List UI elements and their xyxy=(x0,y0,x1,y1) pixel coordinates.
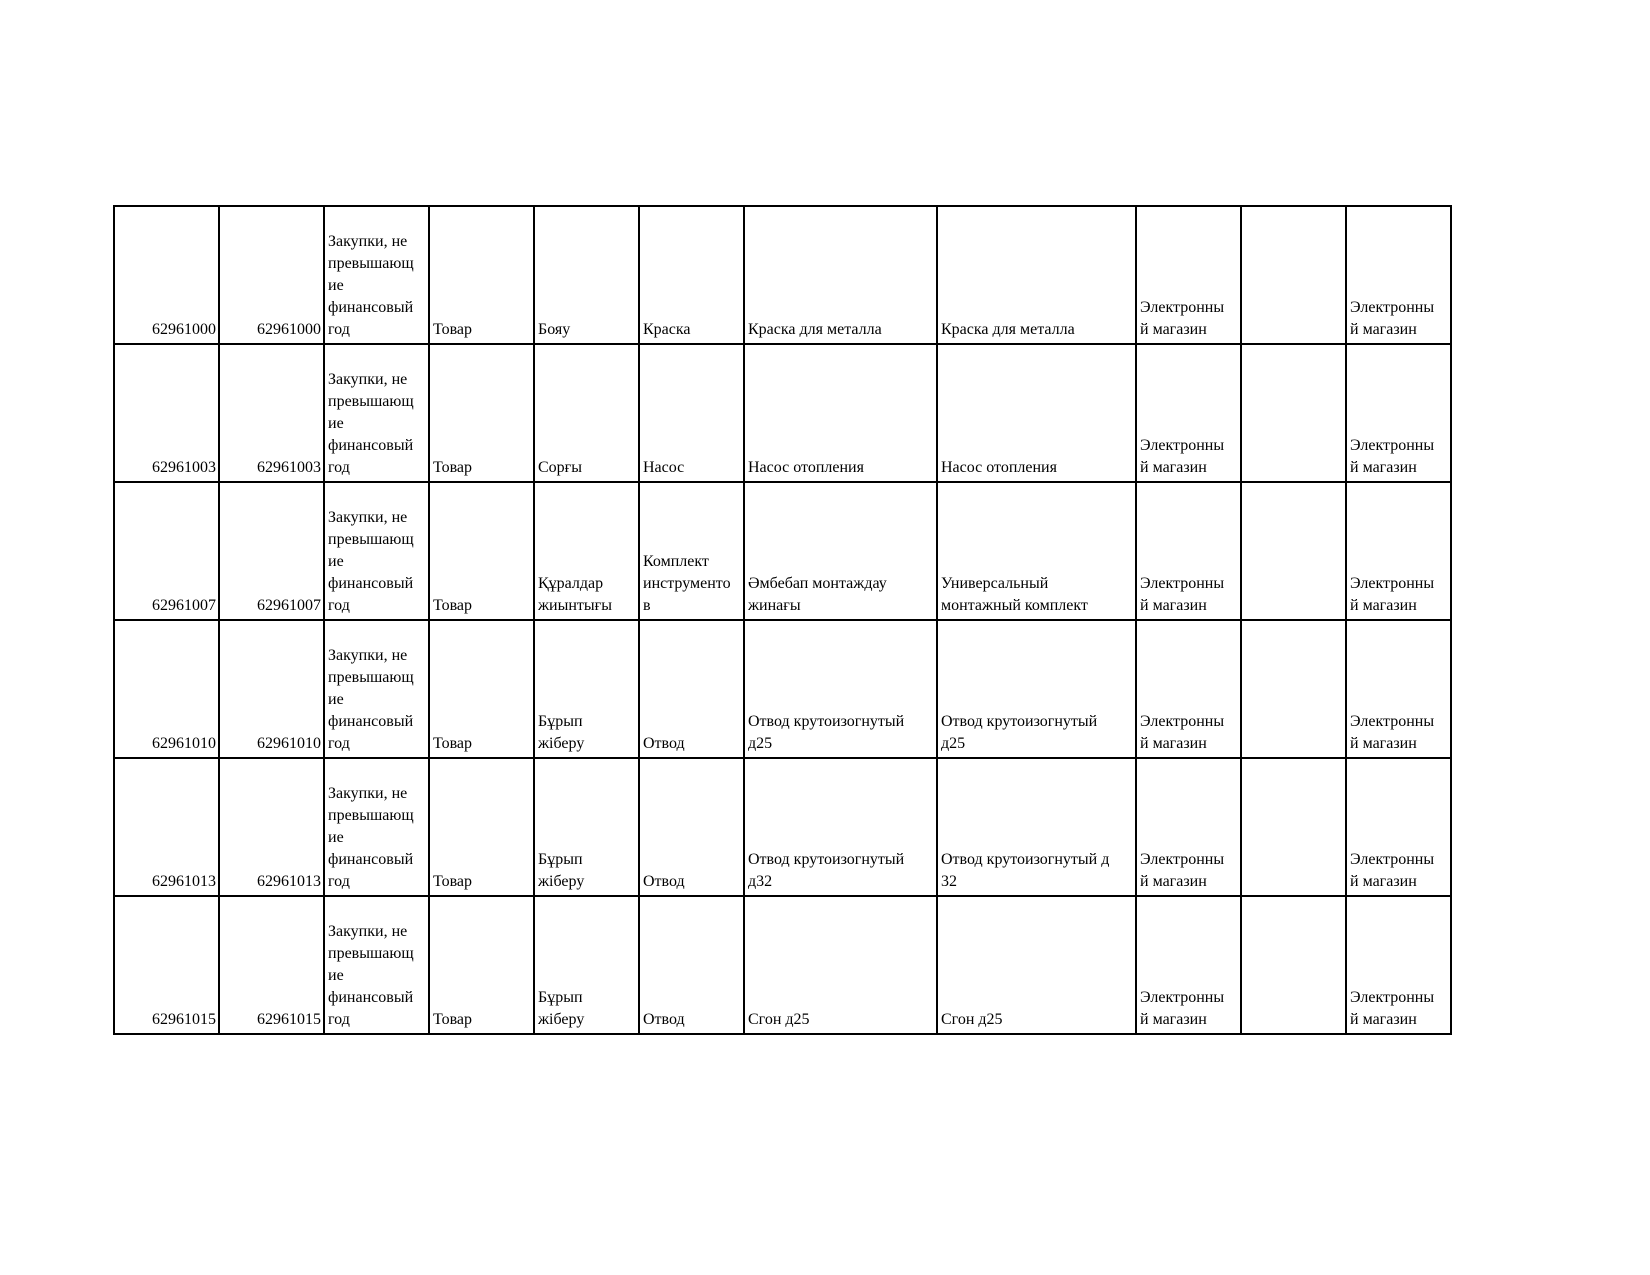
cell-method-text: Электронны й магазин xyxy=(1140,851,1225,890)
cell-procurement-type xyxy=(324,758,429,896)
cell-procurement-type xyxy=(324,620,429,758)
cell-name-ru-text: Комплект инструменто в xyxy=(643,553,731,614)
cell-description-kz xyxy=(744,344,937,482)
cell-description-kz-text: Отвод крутоизогнутый д32 xyxy=(748,851,905,890)
cell-description-kz-text: Насос отопления xyxy=(748,459,864,476)
cell-name-ru xyxy=(639,896,744,1034)
cell-name-kz-text: Сорғы xyxy=(538,459,582,476)
cell-description-kz xyxy=(744,758,937,896)
cell-procurement-type xyxy=(324,206,429,344)
cell-plan-id xyxy=(219,344,324,482)
cell-method-text: Электронны й магазин xyxy=(1140,575,1225,614)
cell-method-2-text: Электронны й магазин xyxy=(1350,713,1435,752)
cell-subject-text: Товар xyxy=(433,321,473,338)
table-row xyxy=(114,344,1451,482)
cell-subject xyxy=(429,620,534,758)
cell-method xyxy=(1136,758,1241,896)
cell-method-2-text: Электронны й магазин xyxy=(1350,851,1435,890)
cell-name-kz-text: Бұрып жіберу xyxy=(538,713,585,752)
cell-name-ru-text: Насос xyxy=(643,459,685,476)
cell-subject-text: Товар xyxy=(433,1011,473,1028)
cell-description-ru-text: Отвод крутоизогнутый д 32 xyxy=(941,851,1110,890)
table-row xyxy=(114,896,1451,1034)
cell-name-ru xyxy=(639,620,744,758)
cell-name-kz xyxy=(534,344,639,482)
cell-plan-id-text: 62961015 xyxy=(257,1011,321,1028)
cell-procurement-type xyxy=(324,344,429,482)
cell-name-kz-text: Құралдар жиынтығы xyxy=(538,575,612,614)
cell-plan-id xyxy=(219,896,324,1034)
cell-name-ru xyxy=(639,344,744,482)
cell-name-kz xyxy=(534,896,639,1034)
cell-description-ru xyxy=(937,620,1136,758)
cell-plan-id-text: 62961013 xyxy=(257,873,321,890)
cell-description-kz-text: Отвод крутоизогнутый д25 xyxy=(748,713,905,752)
cell-subject-text: Товар xyxy=(433,735,473,752)
cell-id xyxy=(114,896,219,1034)
cell-method-text: Электронны й магазин xyxy=(1140,437,1225,476)
cell-procurement-type xyxy=(324,482,429,620)
cell-empty xyxy=(1241,482,1346,620)
cell-plan-id-text: 62961000 xyxy=(257,321,321,338)
cell-description-ru-text: Сгон д25 xyxy=(941,1011,1003,1028)
cell-name-ru xyxy=(639,482,744,620)
cell-description-ru-text: Универсальный монтажный комплект xyxy=(941,575,1088,614)
procurement-table xyxy=(113,205,1452,1035)
cell-name-ru xyxy=(639,206,744,344)
cell-id-text: 62961015 xyxy=(152,1011,216,1028)
cell-procurement-type-text: Закупки, не превышающ ие финансовый год xyxy=(328,371,414,476)
cell-description-ru xyxy=(937,344,1136,482)
cell-plan-id xyxy=(219,620,324,758)
cell-empty xyxy=(1241,206,1346,344)
cell-method xyxy=(1136,344,1241,482)
cell-procurement-type-text: Закупки, не превышающ ие финансовый год xyxy=(328,923,414,1028)
cell-name-kz xyxy=(534,620,639,758)
cell-description-ru xyxy=(937,758,1136,896)
cell-method xyxy=(1136,896,1241,1034)
cell-description-kz-text: Сгон д25 xyxy=(748,1011,810,1028)
table-row xyxy=(114,620,1451,758)
cell-description-ru-text: Краска для металла xyxy=(941,321,1075,338)
cell-name-ru-text: Отвод xyxy=(643,735,685,752)
cell-name-kz-text: Бұрып жіберу xyxy=(538,989,585,1028)
cell-plan-id-text: 62961010 xyxy=(257,735,321,752)
cell-procurement-type-text: Закупки, не превышающ ие финансовый год xyxy=(328,509,414,614)
cell-subject xyxy=(429,206,534,344)
cell-method xyxy=(1136,206,1241,344)
cell-subject xyxy=(429,896,534,1034)
cell-procurement-type-text: Закупки, не превышающ ие финансовый год xyxy=(328,233,414,338)
cell-method-text: Электронны й магазин xyxy=(1140,299,1225,338)
cell-id xyxy=(114,344,219,482)
cell-name-kz xyxy=(534,206,639,344)
cell-description-ru-text: Отвод крутоизогнутый д25 xyxy=(941,713,1098,752)
cell-procurement-type xyxy=(324,896,429,1034)
cell-method-2 xyxy=(1346,482,1451,620)
cell-subject-text: Товар xyxy=(433,873,473,890)
cell-description-kz-text: Әмбебап монтаждау жинағы xyxy=(748,575,887,614)
cell-empty xyxy=(1241,620,1346,758)
cell-description-kz xyxy=(744,896,937,1034)
cell-name-ru-text: Краска xyxy=(643,321,691,338)
cell-plan-id xyxy=(219,758,324,896)
cell-empty xyxy=(1241,344,1346,482)
cell-description-kz-text: Краска для металла xyxy=(748,321,882,338)
cell-method-2-text: Электронны й магазин xyxy=(1350,299,1435,338)
cell-method-2-text: Электронны й магазин xyxy=(1350,575,1435,614)
cell-method-2 xyxy=(1346,206,1451,344)
cell-description-kz xyxy=(744,620,937,758)
cell-plan-id-text: 62961007 xyxy=(257,597,321,614)
table-row xyxy=(114,482,1451,620)
cell-subject xyxy=(429,344,534,482)
cell-plan-id-text: 62961003 xyxy=(257,459,321,476)
cell-empty xyxy=(1241,896,1346,1034)
cell-name-ru-text: Отвод xyxy=(643,1011,685,1028)
cell-name-ru xyxy=(639,758,744,896)
cell-description-ru-text: Насос отопления xyxy=(941,459,1057,476)
cell-name-kz xyxy=(534,758,639,896)
cell-description-ru xyxy=(937,206,1136,344)
table-row xyxy=(114,758,1451,896)
cell-plan-id xyxy=(219,206,324,344)
cell-name-kz xyxy=(534,482,639,620)
cell-id-text: 62961013 xyxy=(152,873,216,890)
cell-description-kz xyxy=(744,482,937,620)
cell-subject-text: Товар xyxy=(433,597,473,614)
cell-name-ru-text: Отвод xyxy=(643,873,685,890)
cell-method-2 xyxy=(1346,344,1451,482)
table-body xyxy=(114,206,1451,1034)
cell-method xyxy=(1136,620,1241,758)
cell-name-kz-text: Бұрып жіберу xyxy=(538,851,585,890)
cell-empty xyxy=(1241,758,1346,896)
cell-id xyxy=(114,620,219,758)
cell-method-2 xyxy=(1346,758,1451,896)
cell-id-text: 62961010 xyxy=(152,735,216,752)
cell-method-2-text: Электронны й магазин xyxy=(1350,437,1435,476)
cell-name-kz-text: Бояу xyxy=(538,321,571,338)
cell-method-2-text: Электронны й магазин xyxy=(1350,989,1435,1028)
cell-procurement-type-text: Закупки, не превышающ ие финансовый год xyxy=(328,647,414,752)
cell-procurement-type-text: Закупки, не превышающ ие финансовый год xyxy=(328,785,414,890)
cell-description-kz xyxy=(744,206,937,344)
cell-description-ru xyxy=(937,482,1136,620)
cell-method xyxy=(1136,482,1241,620)
cell-id-text: 62961000 xyxy=(152,321,216,338)
cell-method-2 xyxy=(1346,896,1451,1034)
cell-method-text: Электронны й магазин xyxy=(1140,989,1225,1028)
cell-method-text: Электронны й магазин xyxy=(1140,713,1225,752)
cell-id-text: 62961007 xyxy=(152,597,216,614)
cell-id xyxy=(114,482,219,620)
cell-subject-text: Товар xyxy=(433,459,473,476)
cell-plan-id xyxy=(219,482,324,620)
cell-subject xyxy=(429,482,534,620)
cell-description-ru xyxy=(937,896,1136,1034)
cell-method-2 xyxy=(1346,620,1451,758)
table-row xyxy=(114,206,1451,344)
cell-id xyxy=(114,206,219,344)
cell-id-text: 62961003 xyxy=(152,459,216,476)
cell-id xyxy=(114,758,219,896)
cell-subject xyxy=(429,758,534,896)
